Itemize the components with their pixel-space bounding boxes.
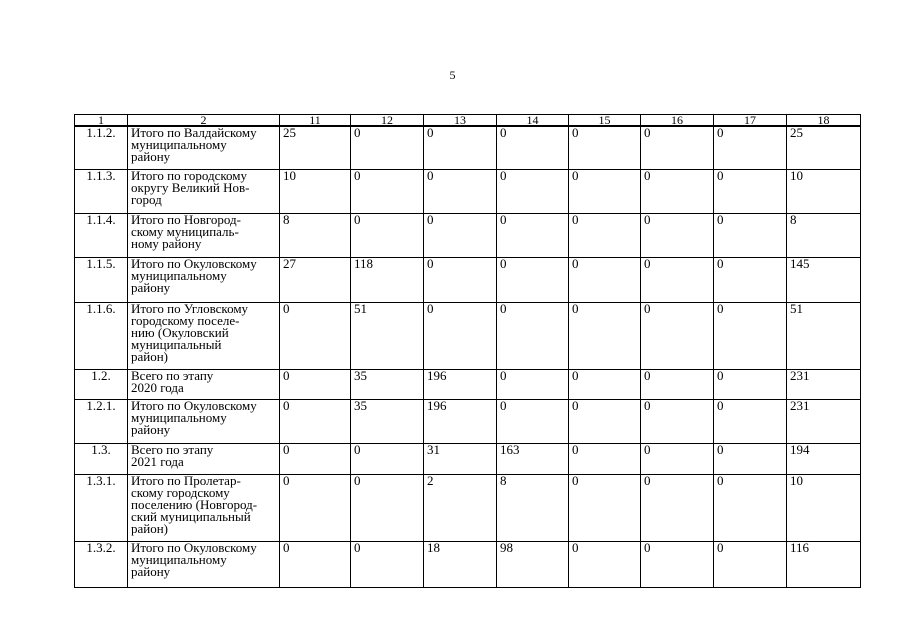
cell-value: 0 (714, 213, 787, 257)
page-number: 5 (449, 68, 456, 82)
cell-value: 0 (351, 541, 424, 587)
cell-value: 0 (569, 443, 641, 474)
cell-value: 0 (569, 369, 641, 399)
column-header-4: 13 (424, 115, 497, 127)
cell-value: 0 (351, 126, 424, 169)
cell-value: 98 (497, 541, 569, 587)
cell-value: 8 (787, 213, 861, 257)
cell-value: 194 (787, 443, 861, 474)
column-header-6: 15 (569, 115, 641, 127)
row-code: 1.3. (75, 443, 128, 474)
cell-value: 0 (497, 126, 569, 169)
table-row (75, 369, 861, 399)
cell-value: 2 (424, 474, 497, 541)
cell-value: 0 (641, 541, 714, 587)
column-header-3: 12 (351, 115, 424, 127)
cell-value: 10 (280, 169, 351, 213)
table-row (75, 126, 861, 169)
row-code: 1.1.2. (75, 126, 128, 169)
cell-value: 0 (714, 126, 787, 169)
table-row (75, 302, 861, 369)
cell-value: 0 (714, 399, 787, 443)
cell-value: 10 (787, 169, 861, 213)
cell-value: 0 (641, 213, 714, 257)
cell-value: 0 (497, 369, 569, 399)
row-name: Итого по Угловскому городскому поселе- нию (Окуловский муниципальный район) (128, 302, 280, 369)
column-header-7: 16 (641, 115, 714, 127)
cell-value: 0 (569, 257, 641, 302)
table-row (75, 399, 861, 443)
cell-value: 0 (714, 443, 787, 474)
table-row (75, 541, 861, 587)
cell-value: 116 (787, 541, 861, 587)
cell-value: 118 (351, 257, 424, 302)
cell-value: 0 (280, 302, 351, 369)
row-code: 1.1.4. (75, 213, 128, 257)
data-table (74, 114, 861, 588)
cell-value: 18 (424, 541, 497, 587)
cell-value: 0 (351, 474, 424, 541)
table-row (75, 443, 861, 474)
cell-value: 0 (497, 169, 569, 213)
cell-value: 0 (569, 474, 641, 541)
table-row (75, 169, 861, 213)
row-name: Всего по этапу 2021 года (128, 443, 280, 474)
cell-value: 35 (351, 399, 424, 443)
column-header-0: 1 (75, 115, 128, 127)
cell-value: 196 (424, 369, 497, 399)
row-name: Всего по этапу 2020 года (128, 369, 280, 399)
cell-value: 0 (351, 169, 424, 213)
cell-value: 25 (280, 126, 351, 169)
cell-value: 0 (424, 213, 497, 257)
row-name: Итого по городскому округу Великий Нов- город (128, 169, 280, 213)
cell-value: 145 (787, 257, 861, 302)
cell-value: 0 (641, 474, 714, 541)
row-code: 1.3.1. (75, 474, 128, 541)
cell-value: 35 (351, 369, 424, 399)
cell-value: 27 (280, 257, 351, 302)
cell-value: 0 (280, 443, 351, 474)
row-code: 1.1.6. (75, 302, 128, 369)
cell-value: 51 (787, 302, 861, 369)
cell-value: 163 (497, 443, 569, 474)
row-code: 1.2.1. (75, 399, 128, 443)
cell-value: 0 (641, 399, 714, 443)
cell-value: 0 (280, 474, 351, 541)
table-row (75, 474, 861, 541)
cell-value: 8 (280, 213, 351, 257)
cell-value: 231 (787, 399, 861, 443)
cell-value: 0 (641, 169, 714, 213)
cell-value: 0 (424, 126, 497, 169)
cell-value: 0 (714, 302, 787, 369)
cell-value: 0 (351, 443, 424, 474)
cell-value: 0 (641, 302, 714, 369)
cell-value: 10 (787, 474, 861, 541)
cell-value: 0 (424, 257, 497, 302)
cell-value: 0 (569, 302, 641, 369)
cell-value: 0 (351, 213, 424, 257)
row-name: Итого по Окуловскому муниципальному району (128, 541, 280, 587)
cell-value: 0 (714, 369, 787, 399)
row-code: 1.3.2. (75, 541, 128, 587)
cell-value: 0 (280, 399, 351, 443)
cell-value: 0 (569, 399, 641, 443)
table-row (75, 213, 861, 257)
cell-value: 0 (497, 302, 569, 369)
cell-value: 0 (641, 126, 714, 169)
column-header-8: 17 (714, 115, 787, 127)
cell-value: 0 (424, 302, 497, 369)
cell-value: 0 (280, 369, 351, 399)
cell-value: 0 (714, 169, 787, 213)
cell-value: 51 (351, 302, 424, 369)
column-header-2: 11 (280, 115, 351, 127)
cell-value: 0 (569, 213, 641, 257)
cell-value: 0 (424, 169, 497, 213)
cell-value: 0 (497, 257, 569, 302)
column-header-5: 14 (497, 115, 569, 127)
cell-value: 25 (787, 126, 861, 169)
cell-value: 0 (497, 399, 569, 443)
cell-value: 0 (714, 257, 787, 302)
column-header-9: 18 (787, 115, 861, 127)
column-header-1: 2 (128, 115, 280, 127)
cell-value: 0 (497, 213, 569, 257)
row-name: Итого по Новгород- скому муниципаль- ному району (128, 213, 280, 257)
cell-value: 196 (424, 399, 497, 443)
row-name: Итого по Валдайскому муниципальному району (128, 126, 280, 169)
row-name: Итого по Окуловскому муниципальному району (128, 399, 280, 443)
cell-value: 0 (641, 257, 714, 302)
row-name: Итого по Пролетар- скому городскому поселению (Новгород- ский муниципальный район) (128, 474, 280, 541)
cell-value: 0 (569, 541, 641, 587)
cell-value: 0 (569, 169, 641, 213)
table-body (75, 126, 861, 587)
row-code: 1.1.3. (75, 169, 128, 213)
row-code: 1.2. (75, 369, 128, 399)
cell-value: 0 (714, 541, 787, 587)
row-code: 1.1.5. (75, 257, 128, 302)
table-row (75, 257, 861, 302)
cell-value: 0 (569, 126, 641, 169)
cell-value: 231 (787, 369, 861, 399)
cell-value: 8 (497, 474, 569, 541)
cell-value: 0 (641, 369, 714, 399)
cell-value: 0 (280, 541, 351, 587)
cell-value: 0 (714, 474, 787, 541)
row-name: Итого по Окуловскому муниципальному району (128, 257, 280, 302)
cell-value: 0 (641, 443, 714, 474)
cell-value: 31 (424, 443, 497, 474)
